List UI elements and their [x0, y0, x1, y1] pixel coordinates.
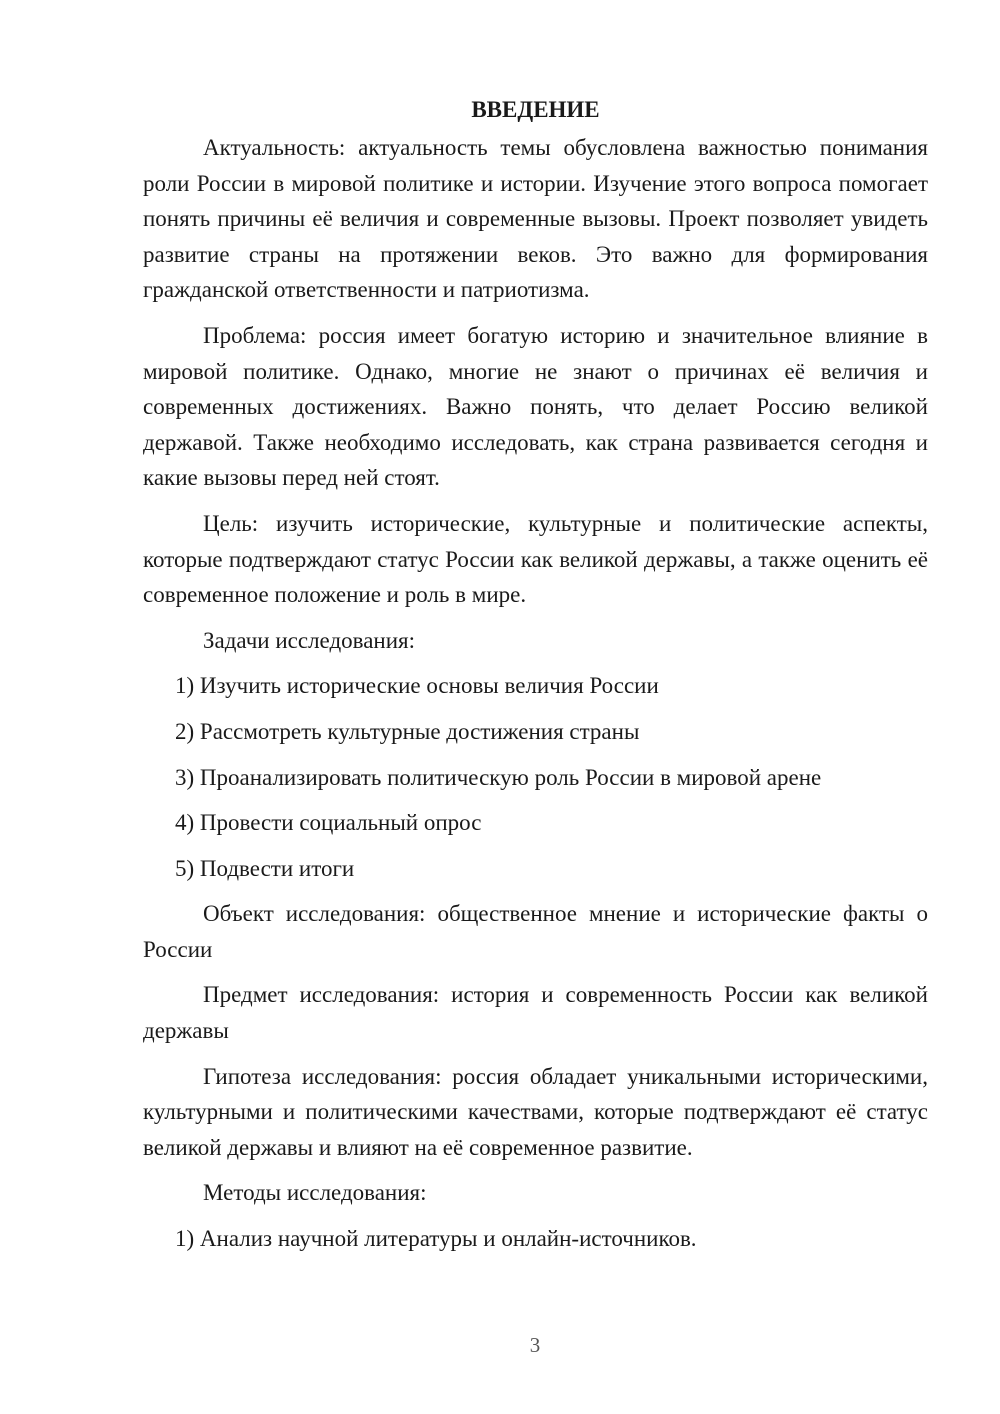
problem-paragraph: Проблема: россия имеет богатую историю и значительное влияние в мировой политике. Однако, многие не знают о причинах её величия и современных достижениях. Важно понять, что делает Россию великой державой. Также необходимо исследовать, как страна развивается сегодня и какие вызовы перед ней стоят.: [143, 322, 928, 491]
task-item: 2) Рассмотреть культурные достижения страны: [175, 718, 640, 744]
method-item: 1) Анализ научной литературы и онлайн-источников.: [175, 1226, 697, 1252]
task-item: 3) Проанализировать политическую роль России в мировой арене: [175, 764, 822, 790]
goal-paragraph: Цель: изучить исторические, культурные и политические аспекты, которые подтверждают статус России как великой державы, а также оценить её современное положение и роль в мире.: [143, 510, 928, 608]
relevance-paragraph: Актуальность: актуальность темы обусловлена важностью понимания роли России в мировой политике и истории. Изучение этого вопроса помогает понять причины её величия и современные вызовы. Проект позволяет увидеть развитие страны на протяжении веков. Это важно для формирования гражданской ответственности и патриотизма.: [143, 135, 928, 303]
page-title: ВВЕДЕНИЕ: [471, 97, 600, 122]
subject-paragraph: Предмет исследования: история и современность России как великой державы: [143, 982, 928, 1044]
tasks-heading: Задачи исследования:: [203, 627, 416, 653]
task-item: 5) Подвести итоги: [175, 855, 355, 881]
methods-heading: Методы исследования:: [203, 1180, 427, 1206]
task-item: 1) Изучить исторические основы величия России: [175, 673, 659, 699]
task-item: 4) Провести социальный опрос: [175, 810, 482, 836]
hypothesis-paragraph: Гипотеза исследования: россия обладает уникальными историческими, культурными и политическими качествами, которые подтверждают её статус великой державы и влияют на её современное развитие.: [143, 1063, 928, 1160]
object-paragraph: Объект исследования: общественное мнение и исторические факты о России: [143, 901, 928, 962]
document-body: [143, 92, 928, 1267]
page-number: 3: [529, 1333, 541, 1357]
